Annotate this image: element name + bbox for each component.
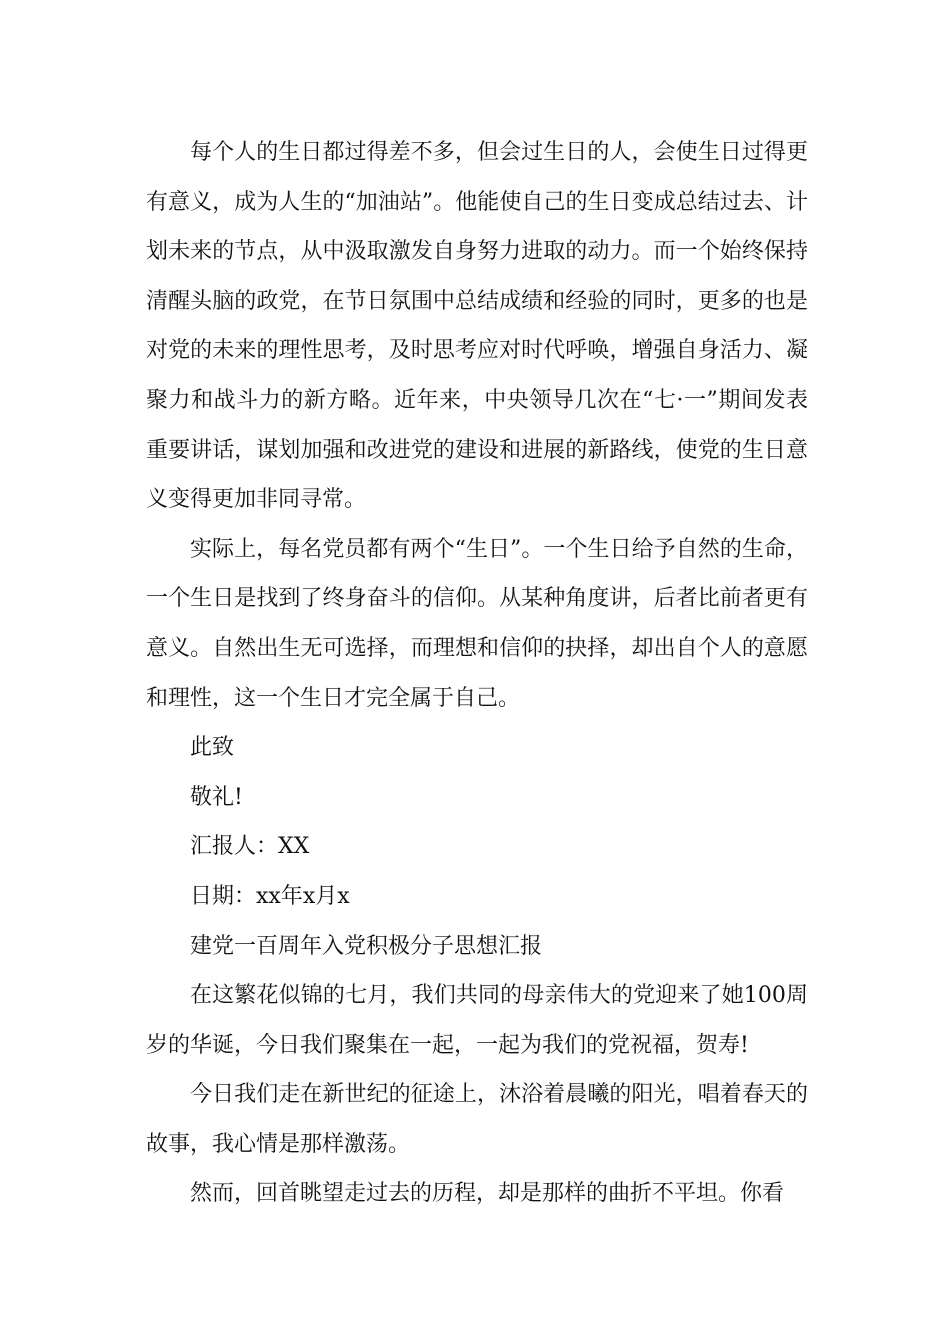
paragraph-two-birthdays: 实际上，每名党员都有两个“生日”。一个生日给予自然的生命，一个生日是找到了终身奋斗的信仰。从某种角度讲，后者比前者更有意义。自然出生无可选择，而理想和信仰的抉择，却出自个人的意愿和理性，这一个生日才完全属于自己。 xyxy=(146,536,808,711)
date-line: 日期：xx年x月x xyxy=(190,883,350,909)
paragraph-new-century: 今日我们走在新世纪的征途上，沐浴着晨曦的阳光，唱着春天的故事，我心情是那样激荡。 xyxy=(146,1082,808,1157)
reporter-line: 汇报人：XX xyxy=(190,834,310,860)
closing-respect: 敬礼! xyxy=(190,784,243,810)
report-title: 建党一百周年入党积极分子思想汇报 xyxy=(190,933,543,959)
document-body xyxy=(146,128,808,1219)
paragraph-looking-back: 然而，回首眺望走过去的历程，却是那样的曲折不平坦。你看 xyxy=(190,1181,785,1207)
closing-salutation: 此致 xyxy=(190,735,235,761)
paragraph-july-anniversary: 在这繁花似锦的七月，我们共同的母亲伟大的党迎来了她100周岁的华诞，今日我们聚集在一起，一起为我们的党祝福，贺寿! xyxy=(146,983,808,1058)
paragraph-birthday-meaning: 每个人的生日都过得差不多，但会过生日的人，会使生日过得更有意义，成为人生的“加油站”。他能使自己的生日变成总结过去、计划未来的节点，从中汲取激发自身努力进取的动力。而一个始终保持清醒头脑的政党，在节日氛围中总结成绩和经验的同时，更多的也是对党的未来的理性思考，及时思考应对时代呼唤，增强自身活力、凝聚力和战斗力的新方略。近年来，中央领导几次在“七·一”期间发表重要讲话，谋划加强和改进党的建设和进展的新路线，使党的生日意义变得更加非同寻常。 xyxy=(146,140,808,513)
